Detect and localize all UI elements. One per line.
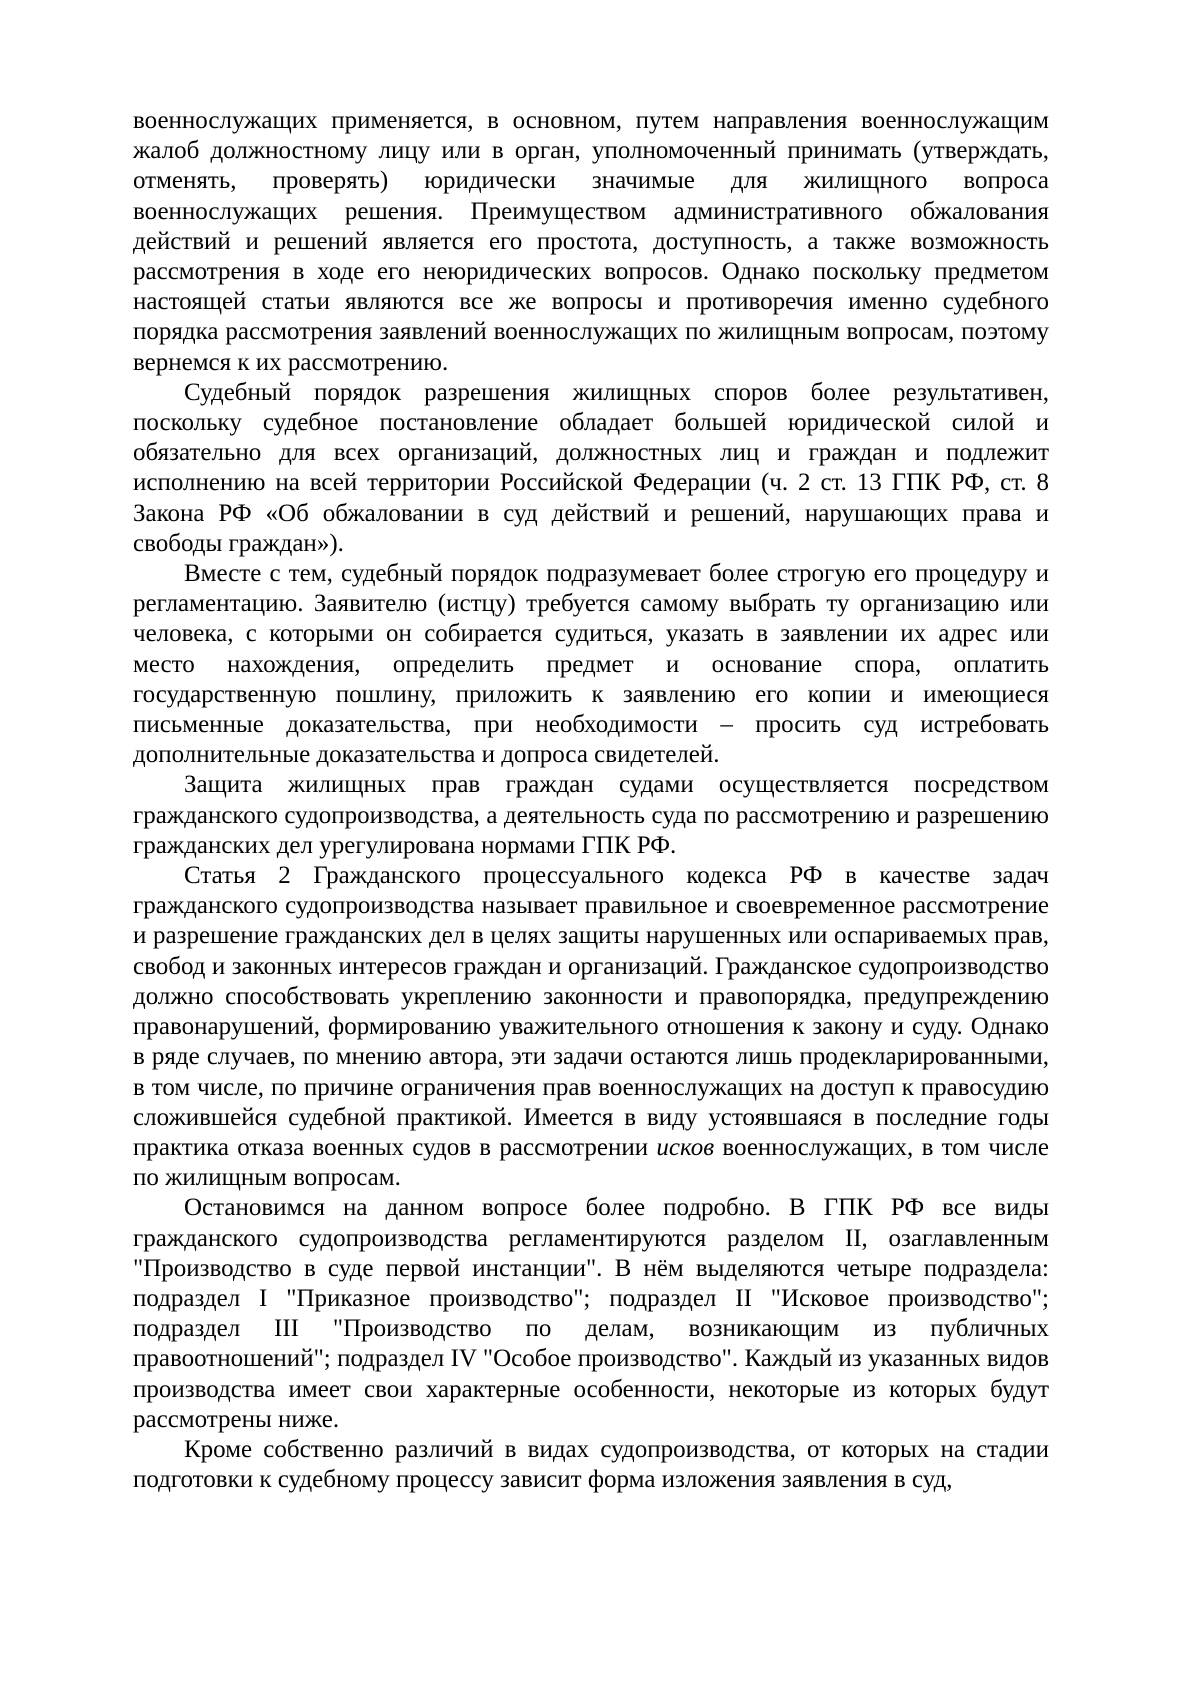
paragraph [133,559,1049,770]
paragraph [133,378,1049,559]
paragraph [133,106,1049,378]
text-run: Остановимся на данном вопросе более подробно. В ГПК РФ все виды гражданского судопроизводства регламентируются разделом II, озаглавленным "Производство в суде первой инстанции". В нём выделяются четыре подраздела: подраздел I "Приказное производство"; подраздел II "Исковое производство"; подраздел III "Производство по делам, возникающим из публичных правоотношений"; подраздел IV "Особое производство". Каждый из указанных видов производства имеет свои характерные особенности, некоторые из которых будут рассмотрены ниже. [133,1194,1049,1433]
paragraph [133,861,1049,1193]
text-run: Судебный порядок разрешения жилищных споров более результативен, поскольку судебное постановление обладает большей юридической силой и обязательно для всех организаций, должностных лиц и граждан и подлежит исполнению на всей территории Российской Федерации (ч. 2 ст. 13 ГПК РФ, ст. 8 Закона РФ «Об обжаловании в суд действий и решений, нарушающих права и свободы граждан»). [133,378,1049,557]
text-run: Вместе с тем, судебный порядок подразумевает более строгую его процедуру и регламентацию. Заявителю (истцу) требуется самому выбрать ту организацию или человека, с которыми он собирается судиться, указать в заявлении их адрес или место нахождения, определить предмет и основание спора, оплатить государственную пошлину, приложить к заявлению его копии и имеющиеся письменные доказательства, при необходимости – просить суд истребовать дополнительные доказательства и допроса свидетелей. [133,560,1049,769]
document-page [133,106,1049,1495]
text-run: Защита жилищных прав граждан судами осуществляется посредством гражданского судопроизводства, а деятельность суда по рассмотрению и разрешению гражданских дел урегулирована нормами ГПК РФ. [133,771,1049,859]
text-run: военнослужащих применяется, в основном, путем направления военнослужащим жалоб должностному лицу или в орган, уполномоченный принимать (утверждать, отменять, проверять) юридически значимые для жилищного вопроса военнослужащих решения. Преимуществом административного обжалования действий и решений является его простота, доступность, а также возможность рассмотрения в ходе его неюридических вопросов. Однако поскольку предметом настоящей статьи являются все же вопросы и противоречия именно судебного порядка рассмотрения заявлений военнослужащих по жилищным вопросам, поэтому вернемся к их рассмотрению. [133,107,1049,376]
text-run: военнослужащих, в том числе по жилищным вопросам. [133,1133,1049,1192]
paragraph [133,1193,1049,1435]
text-run: Кроме собственно различий в видах судопроизводства, от которых на стадии подготовки к судебному процессу зависит форма изложения заявления в суд, [133,1435,1049,1494]
italic-text-run: исков [656,1133,715,1161]
text-run: Статья 2 Гражданского процессуального кодекса РФ в качестве задач гражданского судопроизводства называет правильное и своевременное рассмотрение и разрешение гражданских дел в целях защиты нарушенных или оспариваемых прав, свобод и законных интересов граждан и организаций. Гражданское судопроизводство должно способствовать укреплению законности и правопорядка, предупреждению правонарушений, формированию уважительного отношения к закону и суду. Однако в ряде случаев, по мнению автора, эти задачи остаются лишь продекларированными, в том числе, по причине ограничения прав военнослужащих на доступ к правосудию сложившейся судебной практикой. Имеется в виду устоявшаяся в последние годы практика отказа военных судов в рассмотрении [133,862,1049,1161]
paragraph [133,1435,1049,1495]
paragraph [133,770,1049,861]
